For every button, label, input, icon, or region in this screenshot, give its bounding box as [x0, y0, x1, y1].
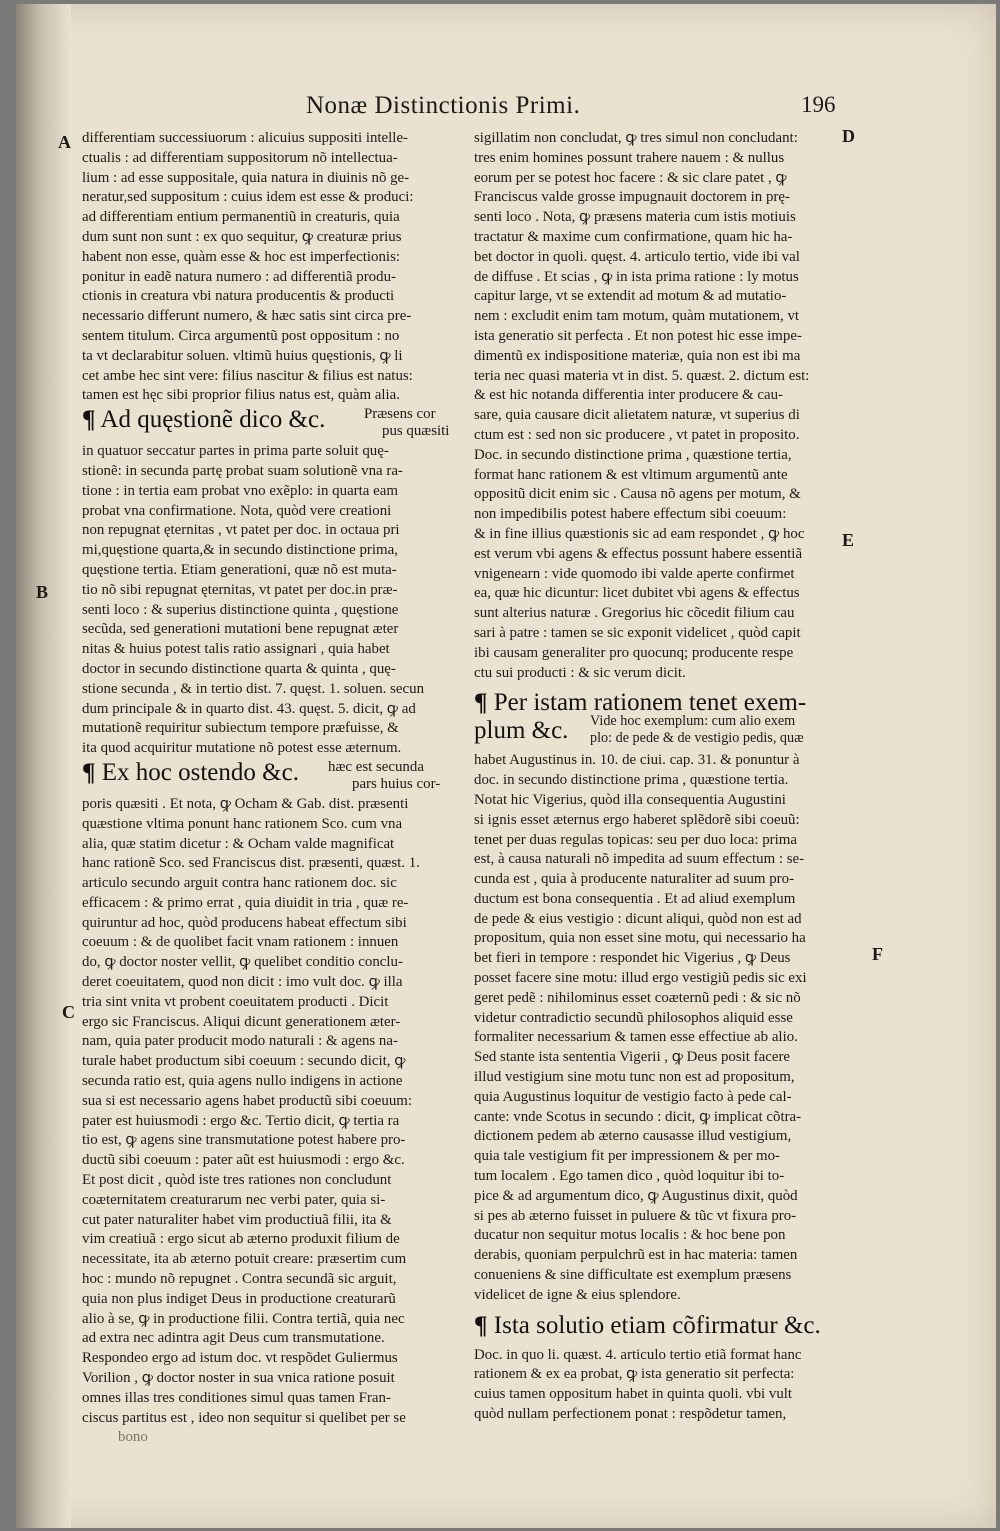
text-line: tractatur & maxime cum confirmatione, quam hic ha-	[474, 228, 793, 245]
margin-marker-f: F	[872, 944, 883, 964]
right-paragraph-1	[474, 129, 859, 683]
text-line: mi,quęstione quarta,& in secundo distinctione prima,	[82, 542, 398, 559]
text-line: sare, quia causare dicit alietatem naturæ, vt superius di	[474, 407, 800, 424]
text-line: omnes illas tres conditiones simul quas tamen Fran-	[82, 1389, 391, 1406]
text-line: Notat hic Vigerius, quòd illa consequentia Augustini	[474, 791, 786, 808]
text-line: teria nec quasi materia vt in dist. 5. quæst. 2. dictum est:	[474, 367, 810, 384]
right-paragraph-2	[474, 751, 859, 1305]
text-line: sentem titulum. Circa argumentũ post oppositum : no	[82, 327, 400, 344]
text-line: ea, quæ hic dicuntur: licet dubitet vbi agens & effectus	[474, 585, 800, 602]
text-line: efficacem : & primo errat , quia diuidit in tria , quæ re-	[82, 894, 409, 911]
text-line: ponitur in eadẽ natura numero : ad differentiã produ-	[82, 268, 396, 285]
text-line: est verum vbi agens & effectus possunt habere essentiã	[474, 545, 803, 562]
text-line: Respondeo ergo ad istum doc. vt respõdet Guliermus	[82, 1350, 398, 1367]
text-line: est, à causa naturali nõ impedita ad suum effectum : se-	[474, 851, 805, 868]
text-line: neratur,sed suppositum : cuius idem est esse & produci:	[82, 189, 414, 206]
pilcrow-icon: ¶	[474, 689, 488, 717]
right-paragraph-3	[474, 1346, 859, 1425]
heading-side-text-2: pus quæsiti	[382, 423, 450, 440]
pilcrow-icon: ¶	[474, 1311, 488, 1339]
heading-side-text-2: plo: de pede & de vestigio pedis, quæ	[590, 730, 804, 747]
text-line: cet ambe hec sint vere: filius nascitur & filius est natus:	[82, 367, 413, 384]
text-line: bet fieri in tempore : respondet hic Vigerius , ꝙ Deus	[474, 950, 791, 967]
text-line: cante: vnde Scotus in secundo : dicit, ꝙ implicat cõtra-	[474, 1108, 802, 1125]
text-line: probat vna confirmatione. Nota, quòd vere creationi	[82, 502, 392, 519]
text-line: quia Augustinus loquitur de vestigio facto à pede cal-	[474, 1088, 792, 1105]
page-gutter	[16, 4, 71, 1528]
text-line: doctor in secundo distinctione quarta & quinta , quę-	[82, 660, 396, 677]
text-line: quia tale vestigium fit per impressionem & per mo-	[474, 1148, 781, 1165]
text-line: tio est, ꝙ agens sine transmutatione potest habere pro-	[82, 1132, 406, 1149]
text-line: tum localem . Ego tamen dico , quòd loquitur ibi to-	[474, 1168, 785, 1185]
text-line: vnigenearn : vide quomodo ibi valde aperte confirmet	[474, 565, 795, 582]
text-line: vim creatiuã : ergo sicut ab æterno produxit filium de	[82, 1231, 400, 1248]
section-heading-text: Ad quęstionẽ dico &c.	[100, 406, 326, 434]
text-line: conueniens & sine difficultate est exemplum præsens	[474, 1267, 792, 1284]
text-line: pice & ad argumentum dico, ꝙ Augustinus dixit, quòd	[474, 1187, 798, 1204]
text-line: articulo secundo arguit contra hanc rationem doc. sic	[82, 875, 397, 892]
text-line: Franciscus valde grosse impugnauit doctorem in prę-	[474, 189, 790, 206]
text-line: formaliter necessarium & tamen esse effectiue ab alio.	[474, 1029, 798, 1046]
book-page	[16, 4, 996, 1528]
margin-marker-c: C	[62, 1002, 75, 1022]
text-line: Doc. in quo li. quæst. 4. articulo tertio etiã format hanc	[474, 1346, 802, 1363]
text-line: de diffuse . Et scias , ꝙ in ista prima ratione : ly motus	[474, 268, 799, 285]
text-line: tamen est hęc sibi proprior filius natus est, quàm alia.	[82, 387, 401, 404]
text-line: differentiam successiuorum : alicuius suppositi intelle-	[82, 130, 409, 146]
text-line: derabis, quoniam perpulchrũ est in hac materia: tamen	[474, 1247, 798, 1264]
text-line: alia, quæ statim dicetur : & Ocham valde magnificat	[82, 835, 395, 852]
text-line: tio nõ sibi repugnat ęternitas, vt patet per doc.in præ-	[82, 581, 398, 598]
text-line: coæternitatem creaturarum nec verbi pater, quia si-	[82, 1191, 386, 1208]
margin-marker-e: E	[842, 530, 855, 550]
text-line: quęstione tertia. Etiam generationi, quæ nõ est muta-	[82, 561, 397, 578]
text-line: sigillatim non concludat, ꝙ tres simul non concludant:	[474, 130, 798, 146]
text-line: ctualis : ad differentiam suppositorum nõ intellectua-	[82, 149, 398, 166]
text-line: cuius tamen oppositum habet in quinta quoli. vbi vult	[474, 1386, 793, 1403]
text-line: ta vt declarabitur soluen. vltimũ huius quęstionis, ꝙ li	[82, 347, 403, 364]
heading-side-text-1: hæc est secunda	[328, 758, 424, 775]
text-line: stionẽ: in secunda partę probat suam solutionẽ vna ra-	[82, 462, 403, 479]
text-line: dictionem pedem ab æterno causasse illud vestigium,	[474, 1128, 792, 1145]
text-line: capitur large, vt se extendit ad motum & ad mutatio-	[474, 288, 787, 305]
text-line: ad extra nec adintra agit Deus cum transmutatione.	[82, 1330, 385, 1347]
text-line: pater est huiusmodi : ergo &c. Tertio dicit, ꝙ tertia ra	[82, 1112, 400, 1129]
text-line: format hanc rationem & est vltimum argumentũ ante	[474, 466, 788, 483]
text-line: Et post dicit , quòd iste tres rationes non concludunt	[82, 1172, 392, 1189]
text-line: si pes ab æterno fuisset in puluere & tũc vt fixura pro-	[474, 1207, 797, 1224]
text-line: quæstione vltima ponunt hanc rationem Sco. cum vna	[82, 815, 403, 832]
text-line: quòd nullam perfectionem ponat : respõdetur tamen,	[474, 1406, 787, 1423]
text-line: ita quod acquiritur mutatione nõ potest esse æternum.	[82, 740, 402, 757]
left-paragraph-1	[82, 129, 462, 406]
margin-marker-a: A	[58, 132, 71, 152]
left-text-column	[82, 129, 462, 1448]
text-line: ciscus partitus est , ideo non sequitur si quelibet per se	[82, 1409, 406, 1426]
text-line: poris quæsiti . Et nota, ꝙ Ocham & Gab. dist. præsenti	[82, 795, 409, 812]
text-line: Sed stante ista sententia Vigerii , ꝙ Deus posit facere	[474, 1049, 791, 1066]
heading-side-text-1: Vide hoc exemplum: cum alio exem	[590, 713, 796, 730]
text-line: lium : ad esse suppositale, quia natura in diuinis nõ ge-	[82, 169, 410, 186]
text-line: propositum, quia non esset sine motu, qui necessario ha	[474, 930, 806, 947]
text-line: ergo sic Franciscus. Aliqui dicunt generationem æter-	[82, 1013, 401, 1030]
text-line: tenet per duas regulas topicas: seu per duo loca: prima	[474, 831, 797, 848]
text-line: senti loco : & superius distinctione quinta , quęstione	[82, 601, 399, 618]
text-line: nem : excludit enim tam motum, quàm mutationem, vt	[474, 308, 800, 325]
text-line: senti loco . Nota, ꝙ præsens materia cum istis motiuis	[474, 209, 796, 226]
pilcrow-icon: ¶	[82, 758, 96, 786]
text-line: sari à patre : tamen se sic exponit videlicet , quòd capit	[474, 624, 801, 641]
text-line: tria sint vnita vt probent coeuitatem producti . Dicit	[82, 993, 389, 1010]
text-line: posset facere sine motu: illud ergo vestigiũ pedis sic exi	[474, 970, 807, 987]
left-section-heading-1	[82, 406, 462, 442]
text-line: ctionis in creatura vbi natura producentis & producti	[82, 288, 395, 305]
pilcrow-icon: ¶	[82, 406, 96, 434]
text-line: nitas & huius potest talis ratio assignari , quia habet	[82, 641, 390, 658]
text-line: non repugnat ęternitas , vt patet per doc. in octaua pri	[82, 522, 400, 539]
running-title: Nonæ Distinctionis Primi.	[306, 92, 581, 119]
text-line: videtur contradictio secundũ philosophos aliquid esse	[474, 1009, 793, 1026]
text-line: quia non plus indiget Deus in productione creaturarũ	[82, 1290, 396, 1307]
section-heading-text: Ista solutio etiam cõfirmatur &c.	[493, 1311, 821, 1339]
section-heading-text: Per istam rationem tenet exem-	[493, 689, 807, 717]
text-line: hoc : mundo nõ repugnet . Contra secundã sic arguit,	[82, 1271, 397, 1288]
folio-number: 196	[801, 92, 836, 117]
text-line: sua si est necessario agens habet productũ sibi coeuum:	[82, 1092, 412, 1109]
text-line: ductũ sibi coeuum : pater aũt est huiusmodi : ergo &c.	[82, 1152, 405, 1169]
text-line: Doc. in secundo distinctione prima , quæstione tertia,	[474, 446, 792, 463]
text-line: sunt alterius naturæ . Gregorius hic cõcedit filium cau	[474, 605, 795, 622]
catchword: bono	[118, 1429, 148, 1446]
text-line: de pede & eius vestigio : dicunt aliqui, quòd non est ad	[474, 910, 802, 927]
text-line: ductum est bona consequentia . Et ad aliud exemplum	[474, 890, 796, 907]
text-line: nam, quia pater producit modo naturali : & agens na-	[82, 1033, 398, 1050]
text-line: secunda ratio est, quia agens nullo indigens in actione	[82, 1073, 403, 1090]
text-line: ibi causam generaliter pro quocunq; producente respe	[474, 644, 794, 661]
text-line: si ignis esset æternus ergo haberet splẽdorẽ sibi coeuũ:	[474, 811, 800, 828]
text-line: Vorilion , ꝙ doctor noster in sua vnica ratione posuit	[82, 1370, 395, 1387]
text-line: habet Augustinus in. 10. de ciui. cap. 31. & ponuntur à	[474, 752, 800, 769]
text-line: stione secunda , & in tertio dist. 7. quęst. 1. soluen. secun	[82, 680, 425, 697]
text-line: videlicet de igne & eius splendore.	[474, 1286, 681, 1303]
text-line: secũda, sed generationi mutationi bene repugnat æter	[82, 621, 399, 638]
text-line: geret pedẽ : nihilominus esset coæternũ pedi : & sic nõ	[474, 989, 801, 1006]
text-line: & in fine illius quæstionis sic ad eam respondet , ꝙ hoc	[474, 525, 805, 542]
text-line: in quatuor seccatur partes in prima parte soluit quę-	[82, 443, 389, 460]
text-line: illud vestigium sine motu tunc non est ad propositum,	[474, 1069, 795, 1086]
right-text-column	[474, 129, 859, 1425]
text-line: oppositũ dicit enim sic . Causa nõ agens per motum, &	[474, 486, 801, 503]
text-line: doc. in secundo distinctione prima , quæstione tertia.	[474, 772, 789, 789]
text-line: necessario differunt numero, & hæc satis sint circa pre-	[82, 308, 412, 325]
heading-side-text-2: pars huius cor-	[352, 775, 441, 792]
text-line: alio à se, ꝙ in productione filii. Contra tertiã, quia nec	[82, 1310, 405, 1327]
left-paragraph-2	[82, 442, 462, 759]
text-line: turale habet productum sibi coeuum : secundo dicit, ꝙ	[82, 1053, 406, 1070]
text-line: bet doctor in quoli. quęst. 4. articulo tertio, vide ibi val	[474, 248, 800, 265]
text-line: non impedibilis potest habere effectum sibi coeuum:	[474, 506, 787, 523]
text-line: tione : in tertia eam probat vno exẽplo: in quarta eam	[82, 482, 398, 499]
text-line: & est hic notanda differentia inter producere & cau-	[474, 387, 783, 404]
left-paragraph-3	[82, 795, 462, 1429]
text-line: ad differentiam entium permanentiũ in creaturis, quia	[82, 209, 400, 226]
text-line: dum principale & in quarto dist. 43. quęst. 5. dicit, ꝙ ad	[82, 700, 416, 717]
text-line: rationem & ex ea probat, ꝙ ista generatio sit perfecta:	[474, 1366, 795, 1383]
section-heading-text-2: plum &c.	[474, 717, 569, 745]
text-line: necessitate, ita ab æterno potuit creare: præsertim cum	[82, 1251, 407, 1268]
text-line: quiruntur ad hoc, quòd producens habeat effectum sibi	[82, 914, 407, 931]
text-line: mutationẽ requiritur subiectum tempore præfuisse, &	[82, 720, 399, 737]
text-line: ista generatio sit perfecta . Et non potest hic esse impe-	[474, 327, 802, 344]
text-line: eorum per se potest hoc facere : & sic clare patet , ꝙ	[474, 169, 787, 186]
text-line: ducatur non sequitur motus localis : & hoc bene pon	[474, 1227, 786, 1244]
text-line: ctum est : sed non sic producere , vt patet in proposito.	[474, 426, 800, 443]
heading-side-text-1: Præsens cor	[364, 406, 436, 423]
text-line: cut pater naturaliter habet vim productiuã filii, ita &	[82, 1211, 392, 1228]
text-line: tres enim homines possunt trahere nauem : & nullus	[474, 149, 785, 166]
section-heading-text: Ex hoc ostendo &c.	[101, 758, 299, 786]
text-line: cunda est , quia à producente naturaliter ad suum pro-	[474, 871, 795, 888]
text-line: coeuum : & de quolibet facit vnam rationem : innuen	[82, 934, 399, 951]
text-line: deret coeuitatem, quod non dicit : imo vult doc. ꝙ illa	[82, 974, 403, 991]
text-line: dimentũ ex indispositione materiæ, quia non est ibi ma	[474, 347, 801, 364]
margin-marker-d: D	[842, 126, 855, 146]
text-line: ctu sui producti : & sic verum dicit.	[474, 664, 686, 681]
text-line: habent non esse, quàm esse & hoc est imperfectionis:	[82, 248, 400, 265]
right-section-heading-2	[474, 1312, 859, 1346]
text-line: hanc rationẽ Sco. sed Franciscus dist. præsenti, quæst. 1.	[82, 855, 420, 872]
left-section-heading-2	[82, 759, 462, 795]
right-section-heading-1	[474, 689, 859, 751]
text-line: do, ꝙ doctor noster vellit, ꝙ quelibet conditio conclu-	[82, 954, 403, 971]
margin-marker-b: B	[36, 582, 49, 602]
text-line: dum sunt non sunt : ex quo sequitur, ꝙ creaturæ prius	[82, 228, 402, 245]
